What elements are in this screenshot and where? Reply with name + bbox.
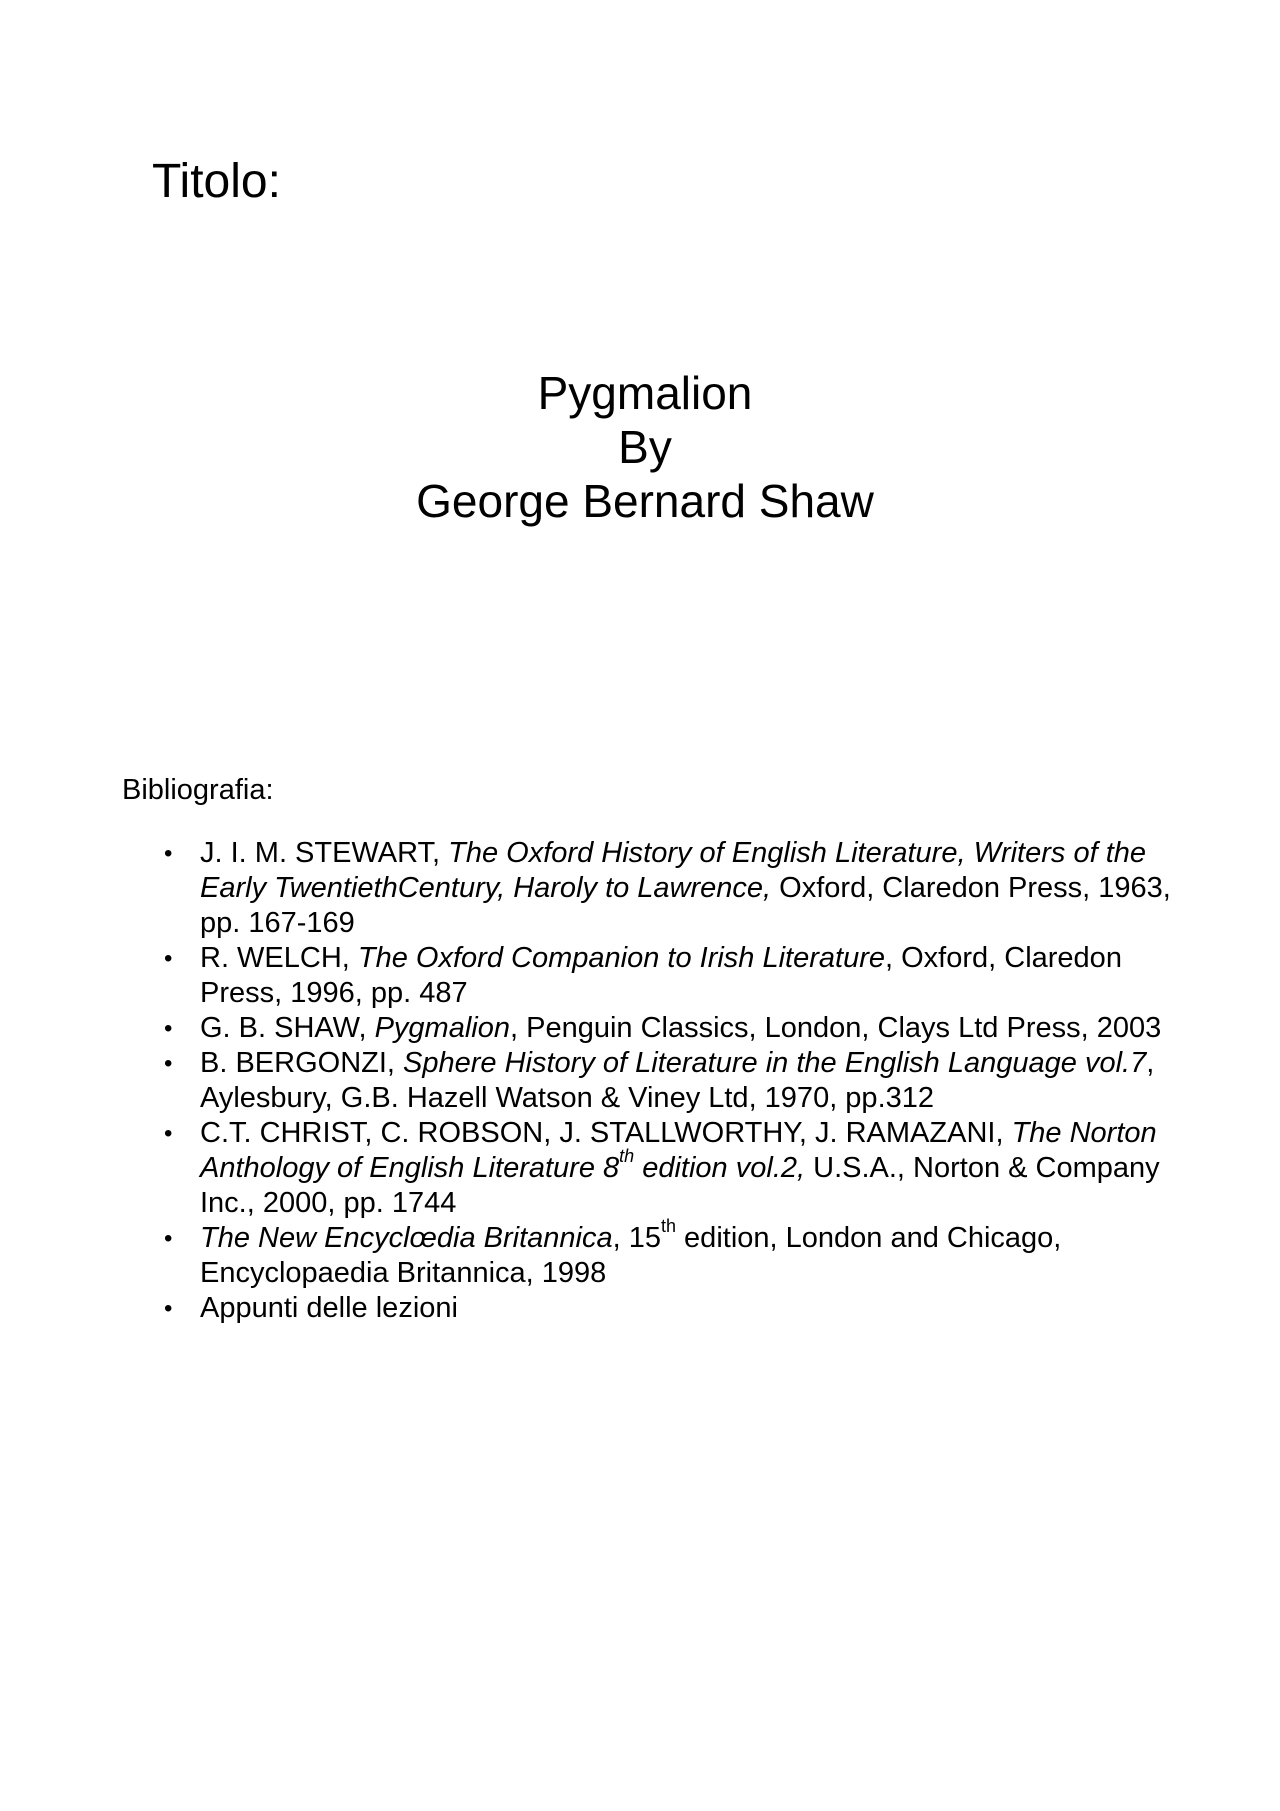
item-title: The New Encyclœdia Britannica: [200, 1222, 613, 1254]
item-details: edition, London and Chicago, Encyclopaedia Britannica, 1998: [200, 1222, 1062, 1289]
item-author: B. BERGONZI,: [200, 1047, 404, 1079]
bullet-icon: •: [164, 1120, 173, 1147]
bibliography-item: [164, 1291, 1190, 1326]
bullet-icon: •: [164, 1050, 173, 1077]
item-title-after: edition vol.2,: [634, 1152, 806, 1184]
bibliography-item: [164, 1011, 1190, 1046]
bibliography-item: [164, 1116, 1190, 1221]
item-author: J. I. M. STEWART,: [200, 837, 449, 869]
main-title-block: [0, 366, 1280, 528]
item-title: Pygmalion: [374, 1012, 510, 1044]
bibliography-item: [164, 836, 1190, 941]
author-name: George Bernard Shaw: [416, 475, 874, 527]
item-author: R. WELCH,: [200, 942, 358, 974]
work-title: Pygmalion: [537, 367, 753, 419]
item-details: Oxford, Claredon Press, 1963, pp. 167-169: [200, 872, 1171, 939]
bullet-icon: •: [164, 1225, 173, 1252]
by-line: By: [618, 421, 672, 473]
bullet-icon: •: [164, 945, 173, 972]
bibliography-item: [164, 1046, 1190, 1116]
bibliography-list: [164, 836, 1190, 1326]
item-author: C.T. CHRIST, C. ROBSON, J. STALLWORTHY, J. RAMAZANI,: [200, 1117, 1012, 1149]
bibliography-item: [164, 941, 1190, 1011]
bibliography-heading: Bibliografia:: [122, 774, 274, 806]
bullet-icon: •: [164, 1015, 173, 1042]
item-details: U.S.A., Norton & Company Inc., 2000, pp. 1744: [200, 1152, 1160, 1219]
item-details: , Penguin Classics, London, Clays Ltd Press, 2003: [509, 1012, 1162, 1044]
item-title: The Oxford Companion to Irish Literature: [357, 942, 885, 974]
item-title-main: The Norton Anthology of English Literature 8: [200, 1117, 1157, 1184]
item-title: The Oxford History of English Literature, Writers of the Early TwentiethCentury, Haroly to Lawrence,: [200, 837, 1147, 904]
item-details-pre: , 15: [612, 1222, 661, 1254]
item-title: Sphere History of Literature in the English Language vol.7: [403, 1047, 1147, 1079]
item-title-superscript: th: [619, 1146, 635, 1167]
title-label: Titolo:: [152, 155, 281, 208]
item-author: G. B. SHAW,: [200, 1012, 375, 1044]
item-details: Appunti delle lezioni: [200, 1292, 458, 1324]
bullet-icon: •: [164, 1295, 173, 1322]
item-details: , Aylesbury, G.B. Hazell Watson & Viney Ltd, 1970, pp.312: [200, 1047, 1155, 1114]
item-details: , Oxford, Claredon Press, 1996, pp. 487: [200, 942, 1122, 1009]
bullet-icon: •: [164, 840, 173, 867]
bibliography-item: [164, 1216, 1190, 1291]
item-details-superscript: th: [660, 1216, 676, 1237]
